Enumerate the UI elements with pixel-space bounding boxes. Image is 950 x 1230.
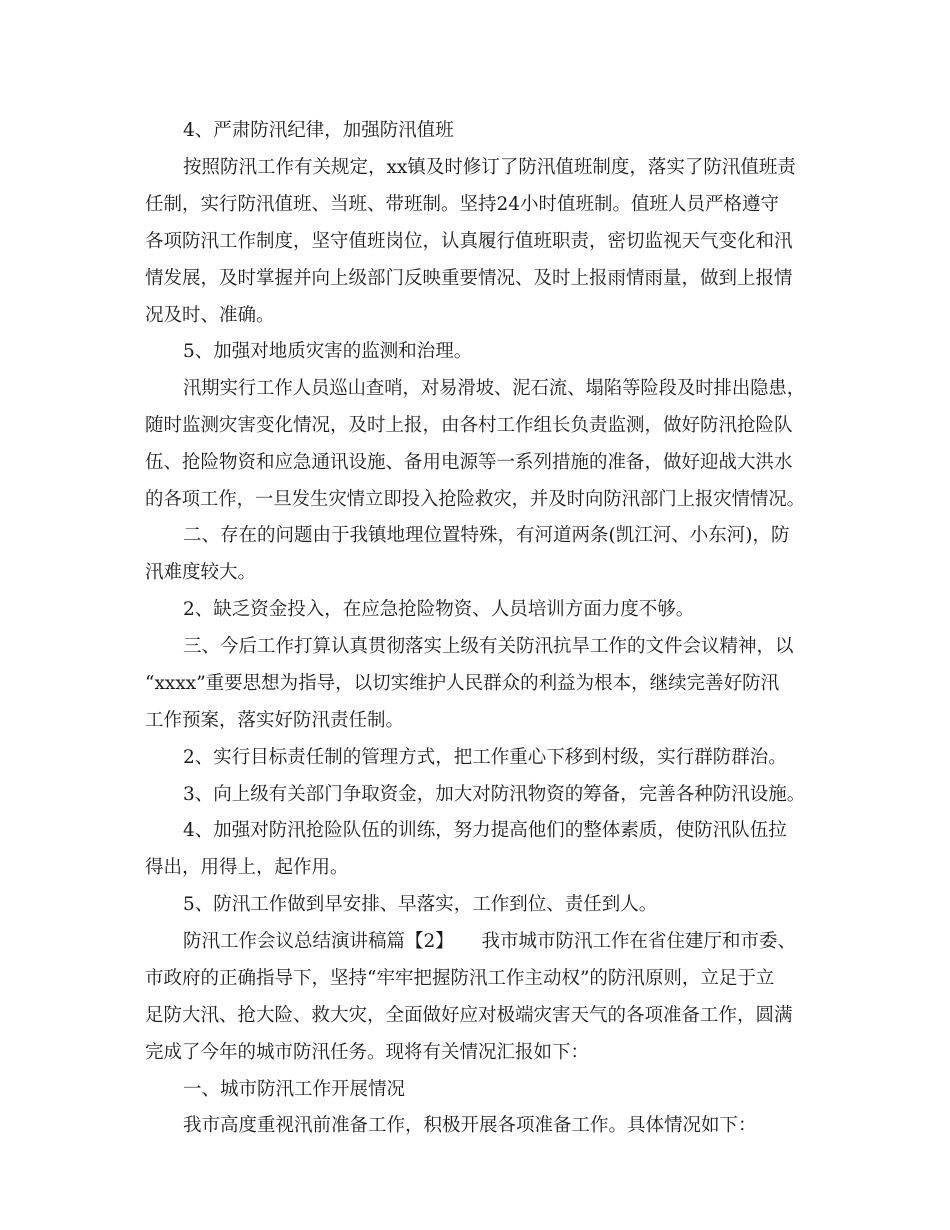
text-line: 汛期实行工作人员巡山查哨，对易滑坡、泥石流、塌陷等险段及时排出隐患，: [183, 378, 806, 399]
text-line: 一、城市防汛工作开展情况: [183, 1079, 406, 1100]
text-line: 况及时、准确。: [145, 305, 275, 326]
text-line: 足防大汛、抢大险、救大灾，全面做好应对极端灾害天气的各项准备工作，圆满: [145, 1005, 793, 1026]
text-line: 2、缺乏资金投入，在应急抢险物资、人员培训方面力度不够。: [183, 599, 695, 620]
text-line: 2、实行目标责任制的管理方式，把工作重心下移到村级，实行群防群治。: [183, 747, 787, 768]
text-line: 汛难度较大。: [145, 562, 257, 583]
text-line: 防汛工作会议总结演讲稿篇【2】 我市城市防汛工作在省住建厅和市委、: [183, 931, 797, 952]
text-line: 任制，实行防汛值班、当班、带班制。坚持24小时值班制。值班人员严格遵守: [145, 194, 780, 215]
text-line: 4、严肃防汛纪律，加强防汛值班: [183, 120, 454, 141]
text-line: 伍、抢险物资和应急通讯设施、备用电源等一系列措施的准备，做好迎战大洪水: [145, 452, 793, 473]
text-line: 5、加强对地质灾害的监测和治理。: [183, 341, 473, 362]
text-line: 情发展，及时掌握并向上级部门反映重要情况、及时上报雨情雨量，做到上报情: [145, 268, 793, 289]
text-line: 各项防汛工作制度，坚守值班岗位，认真履行值班职责，密切监视天气变化和汛: [145, 231, 793, 252]
text-line: 4、加强对防汛抢险队伍的训练，努力提高他们的整体素质，使防汛队伍拉: [183, 820, 787, 841]
text-line: 三、今后工作打算认真贯彻落实上级有关防汛抗旱工作的文件会议精神，以: [183, 636, 794, 657]
text-line: 市政府的正确指导下，坚持“牢牢把握防汛工作主动权”的防汛原则，立足于立: [145, 968, 775, 989]
text-line: 的各项工作，一旦发生灾情立即投入抢险救灾，并及时向防汛部门上报灾情情况。: [145, 489, 806, 510]
text-line: 随时监测灾害变化情况，及时上报，由各村工作组长负责监测，做好防汛抢险队: [145, 415, 793, 436]
text-line: 5、防汛工作做到早安排、早落实，工作到位、责任到人。: [183, 894, 658, 915]
text-line: 完成了今年的城市防汛任务。现将有关情况汇报如下：: [145, 1042, 590, 1063]
text-line: 得出，用得上，起作用。: [145, 857, 349, 878]
text-line: “xxxx”重要思想为指导，以切实维护人民群众的利益为根本，继续完善好防汛: [145, 673, 780, 694]
text-line: 二、存在的问题由于我镇地理位置特殊，有河道两条(凯江河、小东河)，防: [183, 525, 790, 546]
text-line: 3、向上级有关部门争取资金，加大对防汛物资的筹备，完善各种防汛设施。: [183, 784, 806, 805]
text-line: 按照防汛工作有关规定，xx镇及时修订了防汛值班制度，落实了防汛值班责: [183, 157, 796, 178]
text-line: 工作预案，落实好防汛责任制。: [145, 710, 405, 731]
text-line: 我市高度重视汛前准备工作，积极开展各项准备工作。具体情况如下：: [183, 1115, 757, 1136]
